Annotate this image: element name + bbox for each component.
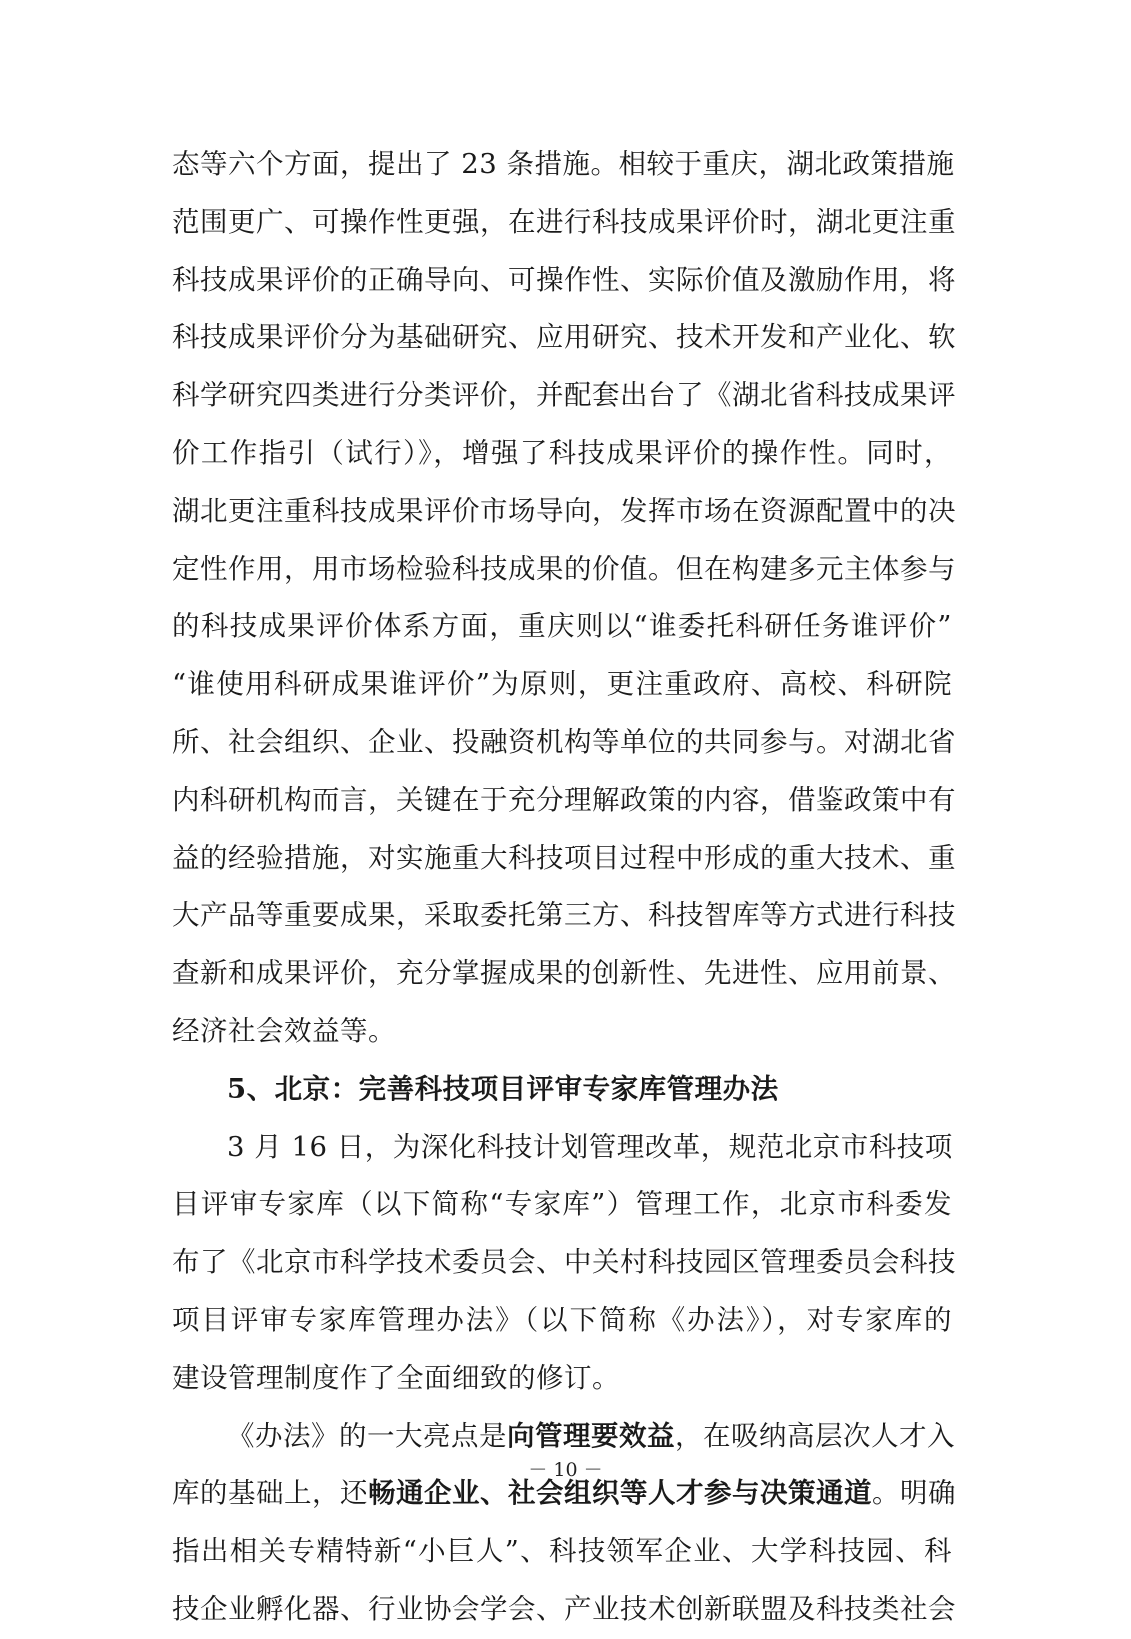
text-line: 科学研究四类进行分类评价，并配套出台了《湖北省科技成果评	[172, 379, 956, 412]
text-line: 建设管理制度作了全面细致的修订。	[172, 1361, 620, 1394]
text-line: 指出相关专精特新“小巨人”、科技领军企业、大学科技园、科	[172, 1535, 952, 1568]
text-run: ，在吸纳高层次人才入	[675, 1419, 955, 1452]
text-run: 《办法》的一大亮点是	[227, 1419, 507, 1452]
paragraph	[172, 136, 956, 1061]
text-line: “谁使用科研成果谁评价”为原则，更注重政府、高校、科研院	[172, 668, 952, 701]
text-line: 范围更广、可操作性更强，在进行科技成果评价时，湖北更注重	[172, 205, 956, 238]
text-run: 。明确	[872, 1477, 956, 1510]
text-line: 科技成果评价分为基础研究、应用研究、技术开发和产业化、软	[172, 321, 956, 354]
text-line: 项目评审专家库管理办法》（以下简称《办法》），对专家库的	[172, 1303, 952, 1336]
text-line: 内科研机构而言，关键在于充分理解政策的内容，借鉴政策中有	[172, 783, 956, 816]
bold-text: 向管理要效益	[507, 1419, 675, 1452]
text-line: 3 月 16 日，为深化科技计划管理改革，规范北京市科技项	[227, 1130, 953, 1163]
text-line: 价工作指引（试行）》，增强了科技成果评价的操作性。同时，	[172, 436, 952, 469]
text-line: 经济社会效益等。	[172, 1014, 396, 1047]
body-text	[172, 136, 956, 1639]
page-number: － 10 －	[528, 1459, 603, 1481]
paragraph	[172, 1408, 956, 1639]
text-line: 布了《北京市科学技术委员会、中关村科技园区管理委员会科技	[172, 1246, 956, 1279]
text-line: 所、社会组织、企业、投融资机构等单位的共同参与。对湖北省	[172, 725, 956, 758]
text-line: 查新和成果评价，充分掌握成果的创新性、先进性、应用前景、	[172, 957, 956, 990]
text-line: 定性作用，用市场检验科技成果的价值。但在构建多元主体参与	[172, 552, 956, 585]
text-line: 湖北更注重科技成果评价市场导向，发挥市场在资源配置中的决	[172, 494, 956, 527]
text-line: 益的经验措施，对实施重大科技项目过程中形成的重大技术、重	[172, 841, 956, 874]
text-line: 技企业孵化器、行业协会学会、产业技术创新联盟及科技类社会	[172, 1592, 956, 1625]
text-line: 的科技成果评价体系方面，重庆则以“谁委托科研任务谁评价”	[172, 610, 952, 643]
section-heading: 5、北京：完善科技项目评审专家库管理办法	[227, 1072, 779, 1105]
text-line: 科技成果评价的正确导向、可操作性、实际价值及激励作用，将	[172, 263, 956, 296]
text-line: 目评审专家库（以下简称“专家库”）管理工作，北京市科委发	[172, 1188, 952, 1221]
paragraph	[172, 1119, 956, 1408]
text-line: 大产品等重要成果，采取委托第三方、科技智库等方式进行科技	[172, 899, 956, 932]
text-line: 态等六个方面，提出了 23 条措施。相较于重庆，湖北政策措施	[172, 148, 955, 180]
bold-text: 畅通企业、社会组织等人才参与决策通道	[368, 1477, 872, 1510]
text-run: 库的基础上，还	[172, 1477, 368, 1510]
